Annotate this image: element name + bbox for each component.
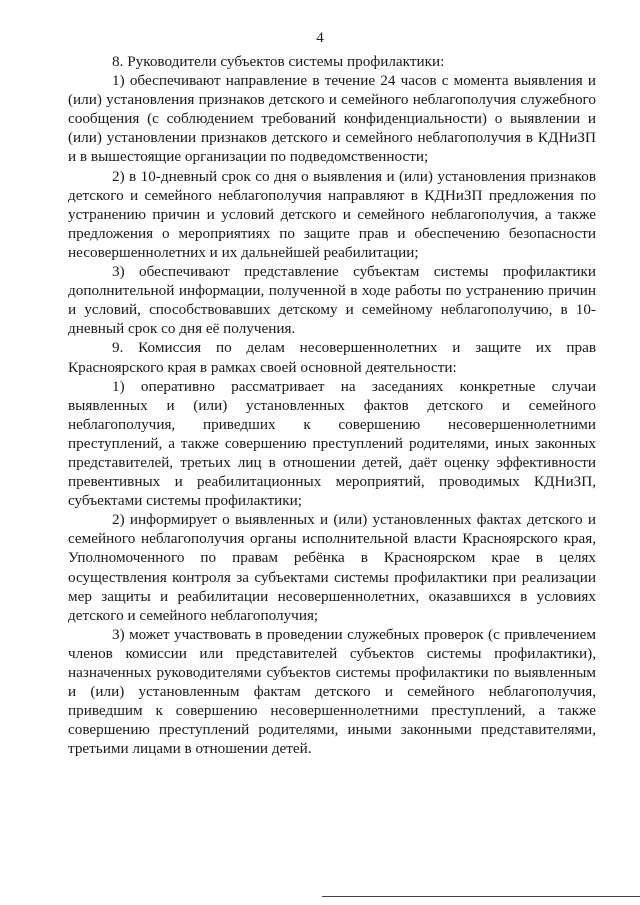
document-body bbox=[68, 52, 596, 758]
scan-edge-line bbox=[322, 896, 640, 897]
page-number: 4 bbox=[316, 30, 324, 46]
section-8-item-2: 2) в 10-дневный срок со дня о выявления и (или) установления признаков детского и семейного неблагополучия направляют в КДНиЗП предложения по устранению причин и условий детского и семейного неблагополучия, а также предложения о мероприятиях по защите прав и обеспечению безопасности несовершеннолетних и их дальнейшей реабилитации; bbox=[68, 167, 596, 261]
section-9-item-1: 1) оперативно рассматривает на заседаниях конкретные случаи выявленных и (или) установленных фактов детского и семейного неблагополучия, приведших к совершению несовершеннолетними преступлений, а также совершению преступлений родителями, иных законных представителей, третьих лиц в отношении детей, даёт оценку эффективности превентивных и реабилитационных мероприятий, проводимых КДНиЗП, субъектами системы профилактики; bbox=[68, 377, 596, 510]
section-8-item-1: 1) обеспечивают направление в течение 24 часов с момента выявления и (или) установления признаков детского и семейного неблагополучия служебного сообщения (с соблюдением требований конфиденциальности) о выявлении и (или) установлении признаков детского и семейного неблагополучия в КДНиЗП и в вышестоящие организации по подведомственности; bbox=[68, 72, 596, 166]
section-9-item-3: 3) может участвовать в проведении служебных проверок (с привлечением членов комиссии или представителей субъектов системы профилактики), назначенных руководителями субъектов системы профилактики по выявленным и (или) установленным фактам детского и семейного неблагополучия, приведшим к совершению несовершеннолетними преступлений, а также совершению преступлений родителями, иными законными представителями, третьими лицами в отношении детей. bbox=[68, 625, 596, 758]
section-8-heading: 8. Руководители субъектов системы профилактики: bbox=[112, 53, 445, 70]
section-8-item-3: 3) обеспечивают представление субъектам системы профилактики дополнительной информации, полученной в ходе работы по устранению причин и условий, способствовавших детскому и семейному неблагополучию, в 10-дневный срок со дня её получения. bbox=[68, 263, 596, 338]
section-9-heading: 9. Комиссия по делам несовершеннолетних и защите их прав Красноярского края в рамках своей основной деятельности: bbox=[68, 339, 596, 376]
section-9-item-2: 2) информирует о выявленных и (или) установленных фактах детского и семейного неблагополучия органы исполнительной власти Красноярского края, Уполномоченного по правам ребёнка в Красноярском крае в целях осуществления контроля за субъектами системы профилактики при реализации мер защиты и реабилитации несовершеннолетних, оказавшихся в условиях детского и семейного неблагополучия; bbox=[68, 511, 596, 624]
